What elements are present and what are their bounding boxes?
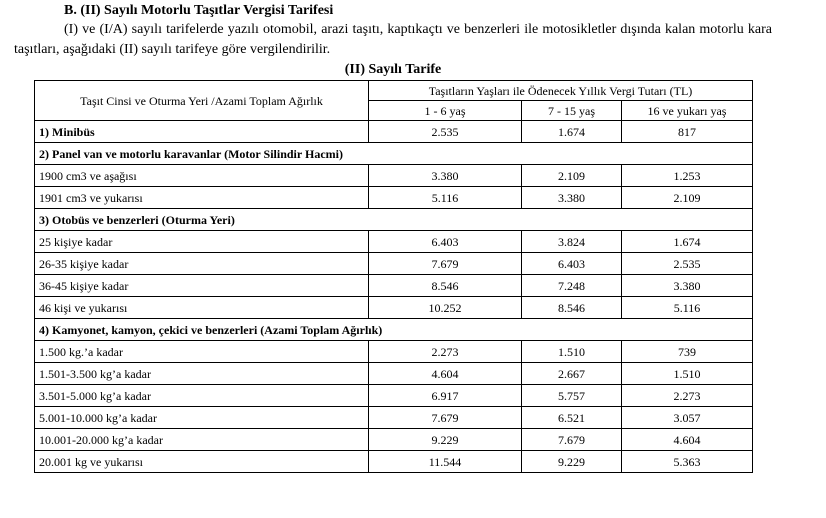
value-age-16-plus: 5.116 (622, 297, 753, 319)
value-age-1-6: 4.604 (369, 363, 522, 385)
value-age-16-plus: 2.535 (622, 253, 753, 275)
row-label: 1.500 kg.’a kadar (35, 341, 369, 363)
value-age-7-15: 2.667 (522, 363, 622, 385)
table-row (35, 297, 753, 319)
table-title: (II) Sayılı Tarife (344, 62, 442, 77)
value-age-16-plus: 4.604 (622, 429, 753, 451)
value-age-16-plus: 817 (622, 121, 753, 143)
intro-paragraph: (I) ve (I/A) sayılı tarifelerde yazılı otomobil, arazi taşıtı, kaptıkaçtı ve benzerleri ile motosikletler dışında kalan motorlu kara taşıtları, aşağıdaki (II) sayılı tarifeye göre vergilendirilir. (14, 22, 772, 57)
value-age-7-15: 1.510 (522, 341, 622, 363)
type-column-header: Taşıt Cinsi ve Oturma Yeri /Azami Toplam Ağırlık (35, 81, 369, 121)
value-age-7-15: 7.248 (522, 275, 622, 297)
table-row (35, 407, 753, 429)
value-age-1-6: 2.273 (369, 341, 522, 363)
value-age-7-15: 3.380 (522, 187, 622, 209)
value-age-1-6: 8.546 (369, 275, 522, 297)
row-label: 25 kişiye kadar (35, 231, 369, 253)
row-label: 36-45 kişiye kadar (35, 275, 369, 297)
section-title-row (35, 319, 753, 341)
header-row (35, 81, 753, 101)
table-row (35, 187, 753, 209)
minibus-row (35, 121, 753, 143)
value-age-16-plus: 1.674 (622, 231, 753, 253)
row-label: 1.501-3.500 kg’a kadar (35, 363, 369, 385)
value-age-7-15: 8.546 (522, 297, 622, 319)
value-age-16-plus: 3.380 (622, 275, 753, 297)
table-row (35, 165, 753, 187)
value-age-16-plus: 5.363 (622, 451, 753, 473)
value-age-1-6: 9.229 (369, 429, 522, 451)
row-label: 3.501-5.000 kg’a kadar (35, 385, 369, 407)
value-age-7-15: 6.521 (522, 407, 622, 429)
value-age-1-6: 7.679 (369, 253, 522, 275)
value-age-16-plus: 3.057 (622, 407, 753, 429)
value-age-1-6: 6.917 (369, 385, 522, 407)
value-age-7-15: 3.824 (522, 231, 622, 253)
age-7-15-header: 7 - 15 yaş (522, 101, 622, 121)
row-label: 10.001-20.000 kg’a kadar (35, 429, 369, 451)
value-age-1-6: 5.116 (369, 187, 522, 209)
value-age-1-6: 10.252 (369, 297, 522, 319)
value-age-7-15: 6.403 (522, 253, 622, 275)
value-age-7-15: 1.674 (522, 121, 622, 143)
table-row (35, 363, 753, 385)
section-heading: B. (II) Sayılı Motorlu Taşıtlar Vergisi Tarifesi (64, 3, 334, 18)
row-label: 1) Minibüs (35, 121, 369, 143)
table-row (35, 385, 753, 407)
section-title-row (35, 143, 753, 165)
table-row (35, 341, 753, 363)
table-row (35, 275, 753, 297)
value-age-16-plus: 1.253 (622, 165, 753, 187)
tariff-table (34, 80, 753, 473)
panelvan-section-title: 2) Panel van ve motorlu karavanlar (Motor Silindir Hacmi) (35, 143, 753, 165)
value-age-1-6: 6.403 (369, 231, 522, 253)
value-age-16-plus: 1.510 (622, 363, 753, 385)
value-age-7-15: 7.679 (522, 429, 622, 451)
truck-section-title: 4) Kamyonet, kamyon, çekici ve benzerleri (Azami Toplam Ağırlık) (35, 319, 753, 341)
value-age-16-plus: 2.109 (622, 187, 753, 209)
value-age-1-6: 11.544 (369, 451, 522, 473)
tax-group-header: Taşıtların Yaşları ile Ödenecek Yıllık Vergi Tutarı (TL) (369, 81, 753, 101)
row-label: 1900 cm3 ve aşağısı (35, 165, 369, 187)
value-age-16-plus: 2.273 (622, 385, 753, 407)
row-label: 1901 cm3 ve yukarısı (35, 187, 369, 209)
table-row (35, 451, 753, 473)
row-label: 26-35 kişiye kadar (35, 253, 369, 275)
age-1-6-header: 1 - 6 yaş (369, 101, 522, 121)
value-age-1-6: 7.679 (369, 407, 522, 429)
row-label: 46 kişi ve yukarısı (35, 297, 369, 319)
row-label: 5.001-10.000 kg’a kadar (35, 407, 369, 429)
table-row (35, 231, 753, 253)
value-age-1-6: 2.535 (369, 121, 522, 143)
value-age-7-15: 5.757 (522, 385, 622, 407)
value-age-16-plus: 739 (622, 341, 753, 363)
table-row (35, 429, 753, 451)
bus-section-title: 3) Otobüs ve benzerleri (Oturma Yeri) (35, 209, 753, 231)
value-age-7-15: 2.109 (522, 165, 622, 187)
row-label: 20.001 kg ve yukarısı (35, 451, 369, 473)
value-age-7-15: 9.229 (522, 451, 622, 473)
table-row (35, 253, 753, 275)
value-age-1-6: 3.380 (369, 165, 522, 187)
section-title-row (35, 209, 753, 231)
age-16-plus-header: 16 ve yukarı yaş (622, 101, 753, 121)
